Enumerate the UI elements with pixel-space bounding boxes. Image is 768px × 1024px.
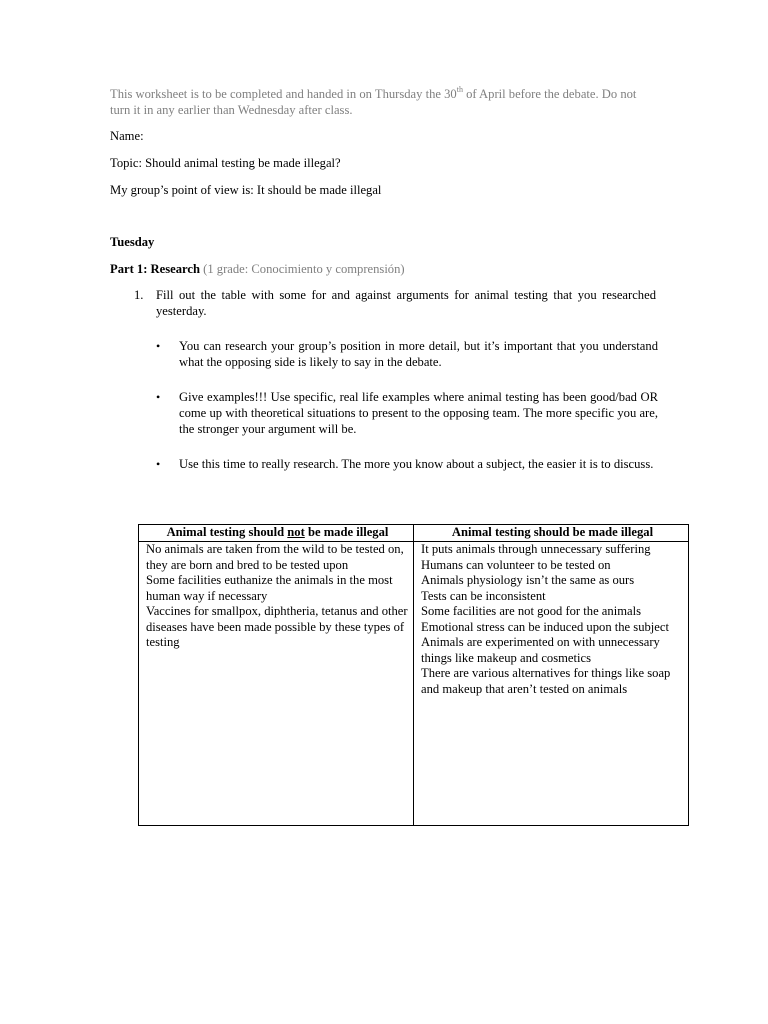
header-left-start: Animal testing should [166,525,288,539]
list-item: There are various alternatives for things like soap and makeup that aren’t tested on animals [421,666,671,696]
part1-heading [110,261,670,277]
for-illegal-cell [414,542,689,826]
intro-text-end: of April before the debate. Do not turn it in any earlier than Wednesday after class. [110,87,637,117]
point-of-view-line: My group’s point of view is: It should be made illegal [110,183,382,197]
list-item: Animals physiology isn’t the same as ours [421,573,635,587]
header-left-not: not [287,525,305,539]
item1-text: Fill out the table with some for and against arguments for animal testing that you researched yesterday. [156,288,656,318]
list-item: Tests can be inconsistent [421,588,546,603]
intro-instructions [110,86,650,118]
arguments-table [138,524,689,826]
table-header-row [139,525,689,542]
table-row [139,542,689,826]
bullet-item: Use this time to really research. The more you know about a subject, the easier it is to discuss. [179,457,654,471]
header-for-illegal: Animal testing should be made illegal [414,525,689,542]
bullet-icon: • [156,339,161,353]
header-left-end: be made illegal [304,525,389,539]
list-item: Some facilities euthanize the animals in the most human way if necessary [146,573,393,603]
part1-title: Part 1: Research [110,262,200,276]
topic-line: Topic: Should animal testing be made illegal? [110,156,341,170]
bullet-item: You can research your group’s position in more detail, but it’s important that you understand what the opposing side is likely to say in the debate. [179,339,658,369]
bullet-icon: • [156,390,161,404]
header-against-illegal [139,525,414,542]
list-item: Emotional stress can be induced upon the subject [421,619,669,634]
list-item: It puts animals through unnecessary suffering [421,542,651,556]
list-item: No animals are taken from the wild to be tested on, they are born and bred to be tested upon [146,542,404,572]
intro-ordinal-suffix: th [456,85,463,94]
list-item: Vaccines for smallpox, diphtheria, tetanus and other diseases have been made possible by these types of testing [146,604,408,649]
item1-number: 1. [134,288,144,302]
list-item: Humans can volunteer to be tested on [421,557,611,572]
list-item: Animals are experimented on with unnecessary things like makeup and cosmetics [421,635,660,665]
list-item: Some facilities are not good for the animals [421,604,641,618]
part1-grade: (1 grade: Conocimiento y comprensión) [200,262,405,276]
bullet-item: Give examples!!! Use specific, real life examples where animal testing has been good/bad OR come up with theoretical situations to present to the opposing team. The more specific you are, the stronger your argument will be. [179,390,658,436]
bullet-icon: • [156,457,161,471]
against-illegal-cell [139,542,414,826]
name-label: Name: [110,129,144,143]
intro-text-start: This worksheet is to be completed and handed in on Thursday the 30 [110,87,457,101]
day-heading: Tuesday [110,235,155,249]
